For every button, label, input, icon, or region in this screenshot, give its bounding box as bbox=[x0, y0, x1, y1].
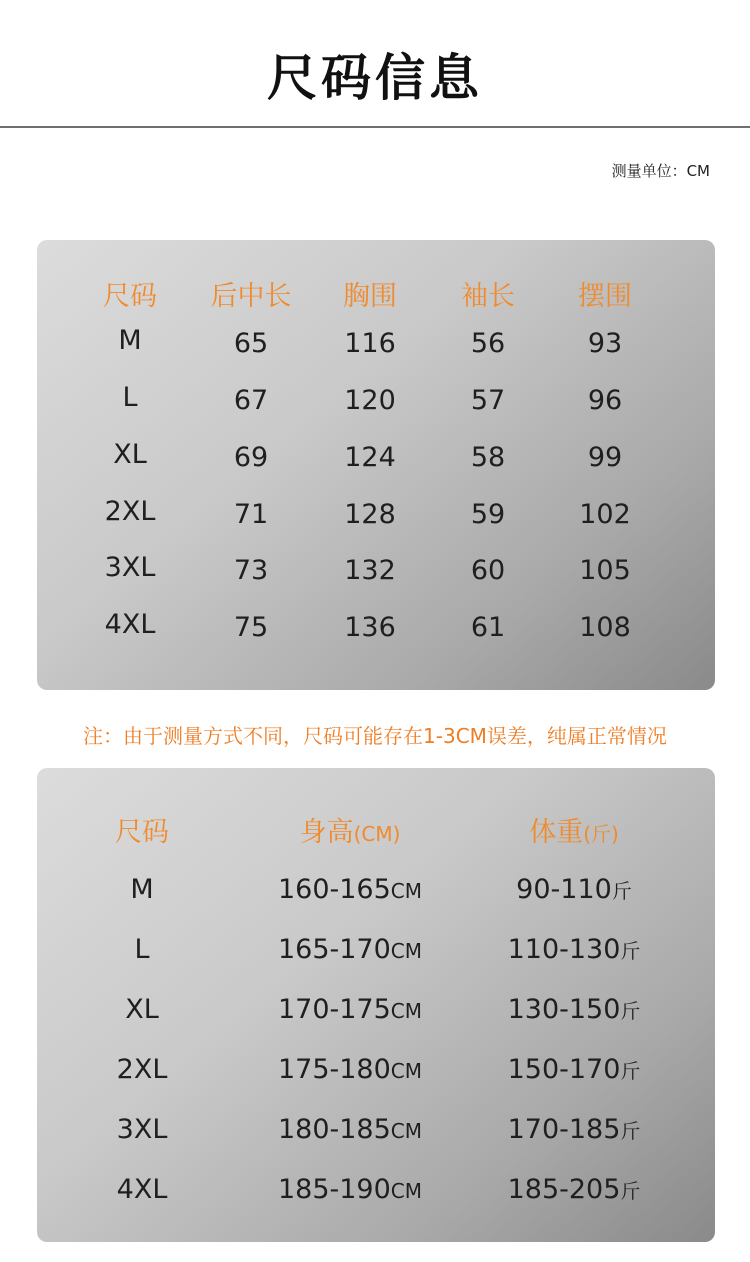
height-value: 175-180 bbox=[277, 1054, 391, 1085]
cell-hem: 105 bbox=[579, 555, 631, 586]
cell-hem: 96 bbox=[587, 385, 623, 416]
header-weight-label: 体重 bbox=[529, 817, 584, 848]
cell-chest: 116 bbox=[344, 328, 396, 359]
cell-size: XL bbox=[113, 439, 147, 470]
cell-back-length: 75 bbox=[233, 612, 269, 643]
weight-value: 150-170 bbox=[507, 1054, 621, 1085]
header-size-label: 尺码 bbox=[115, 817, 169, 848]
height-value: 185-190 bbox=[277, 1174, 391, 1205]
cell-chest: 132 bbox=[344, 555, 396, 586]
height-unit: CM bbox=[390, 879, 423, 903]
height-cell bbox=[240, 1174, 460, 1205]
weight-cell bbox=[464, 934, 684, 965]
cell-sleeve: 57 bbox=[470, 385, 506, 416]
weight-unit: 斤 bbox=[620, 999, 641, 1023]
height-value: 180-185 bbox=[277, 1114, 391, 1145]
weight-unit: 斤 bbox=[620, 1179, 641, 1203]
size-recommendation-table bbox=[37, 768, 715, 1242]
measurement-warning: 注：由于测量方式不同，尺码可能存在1-3CM误差，纯属正常情况 bbox=[83, 724, 667, 748]
height-cell bbox=[240, 934, 460, 965]
header-sleeve: 袖长 bbox=[461, 281, 515, 312]
height-unit: CM bbox=[390, 1059, 423, 1083]
cell-hem: 108 bbox=[579, 612, 631, 643]
weight-cell bbox=[464, 1174, 684, 1205]
cell-size: L bbox=[122, 382, 138, 413]
size-cell bbox=[32, 994, 252, 1025]
height-cell bbox=[240, 994, 460, 1025]
cell-back-length: 71 bbox=[233, 499, 269, 530]
weight-cell bbox=[464, 994, 684, 1025]
height-cell bbox=[240, 1054, 460, 1085]
cell-sleeve: 58 bbox=[470, 442, 506, 473]
unit-note: 测量单位：CM bbox=[611, 162, 710, 180]
header-size bbox=[32, 810, 252, 849]
weight-unit: 斤 bbox=[611, 879, 632, 903]
header-chest: 胸围 bbox=[343, 281, 397, 312]
cell-chest: 136 bbox=[344, 612, 396, 643]
weight-unit: 斤 bbox=[620, 1119, 641, 1143]
cell-back-length: 73 bbox=[233, 555, 269, 586]
cell-sleeve: 61 bbox=[470, 612, 506, 643]
height-cell bbox=[240, 1114, 460, 1145]
cell-sleeve: 60 bbox=[470, 555, 506, 586]
cell-back-length: 67 bbox=[233, 385, 269, 416]
cell-chest: 120 bbox=[344, 385, 396, 416]
height-unit: CM bbox=[390, 999, 423, 1023]
cell-size: 3XL bbox=[104, 552, 156, 583]
cell-back-length: 65 bbox=[233, 328, 269, 359]
size-measurement-table bbox=[37, 240, 715, 690]
title-divider bbox=[0, 126, 750, 128]
header-weight-unit: (斤) bbox=[583, 822, 619, 846]
size-value: XL bbox=[125, 994, 159, 1025]
weight-cell bbox=[464, 874, 684, 905]
cell-size: 2XL bbox=[104, 496, 156, 527]
cell-back-length: 69 bbox=[233, 442, 269, 473]
weight-unit: 斤 bbox=[620, 1059, 641, 1083]
page-title: 尺码信息 bbox=[267, 49, 483, 107]
weight-value: 185-205 bbox=[507, 1174, 621, 1205]
cell-sleeve: 56 bbox=[470, 328, 506, 359]
size-cell bbox=[32, 934, 252, 965]
size-value: 2XL bbox=[116, 1054, 168, 1085]
size-cell bbox=[32, 874, 252, 905]
size-value: 4XL bbox=[116, 1174, 168, 1205]
height-unit: CM bbox=[390, 1119, 423, 1143]
weight-value: 170-185 bbox=[507, 1114, 621, 1145]
header-height bbox=[240, 810, 460, 849]
header-weight bbox=[464, 810, 684, 849]
weight-value: 130-150 bbox=[507, 994, 621, 1025]
size-cell bbox=[32, 1174, 252, 1205]
header-height-unit: (CM) bbox=[353, 822, 401, 846]
size-value: L bbox=[134, 934, 150, 965]
size-value: 3XL bbox=[116, 1114, 168, 1145]
height-unit: CM bbox=[390, 1179, 423, 1203]
header-back-length: 后中长 bbox=[210, 281, 292, 312]
cell-size: M bbox=[118, 325, 142, 356]
cell-sleeve: 59 bbox=[470, 499, 506, 530]
height-value: 165-170 bbox=[277, 934, 391, 965]
weight-value: 90-110 bbox=[516, 874, 612, 905]
cell-hem: 93 bbox=[587, 328, 623, 359]
cell-hem: 99 bbox=[587, 442, 623, 473]
height-unit: CM bbox=[390, 939, 423, 963]
cell-size: 4XL bbox=[104, 609, 156, 640]
height-value: 160-165 bbox=[277, 874, 391, 905]
size-value: M bbox=[130, 874, 154, 905]
cell-hem: 102 bbox=[579, 499, 631, 530]
cell-chest: 124 bbox=[344, 442, 396, 473]
height-cell bbox=[240, 874, 460, 905]
header-size: 尺码 bbox=[103, 281, 157, 312]
weight-unit: 斤 bbox=[620, 939, 641, 963]
size-cell bbox=[32, 1054, 252, 1085]
height-value: 170-175 bbox=[277, 994, 391, 1025]
header-height-label: 身高 bbox=[299, 817, 354, 848]
weight-cell bbox=[464, 1054, 684, 1085]
weight-cell bbox=[464, 1114, 684, 1145]
size-cell bbox=[32, 1114, 252, 1145]
cell-chest: 128 bbox=[344, 499, 396, 530]
weight-value: 110-130 bbox=[507, 934, 621, 965]
header-hem: 摆围 bbox=[578, 281, 632, 312]
